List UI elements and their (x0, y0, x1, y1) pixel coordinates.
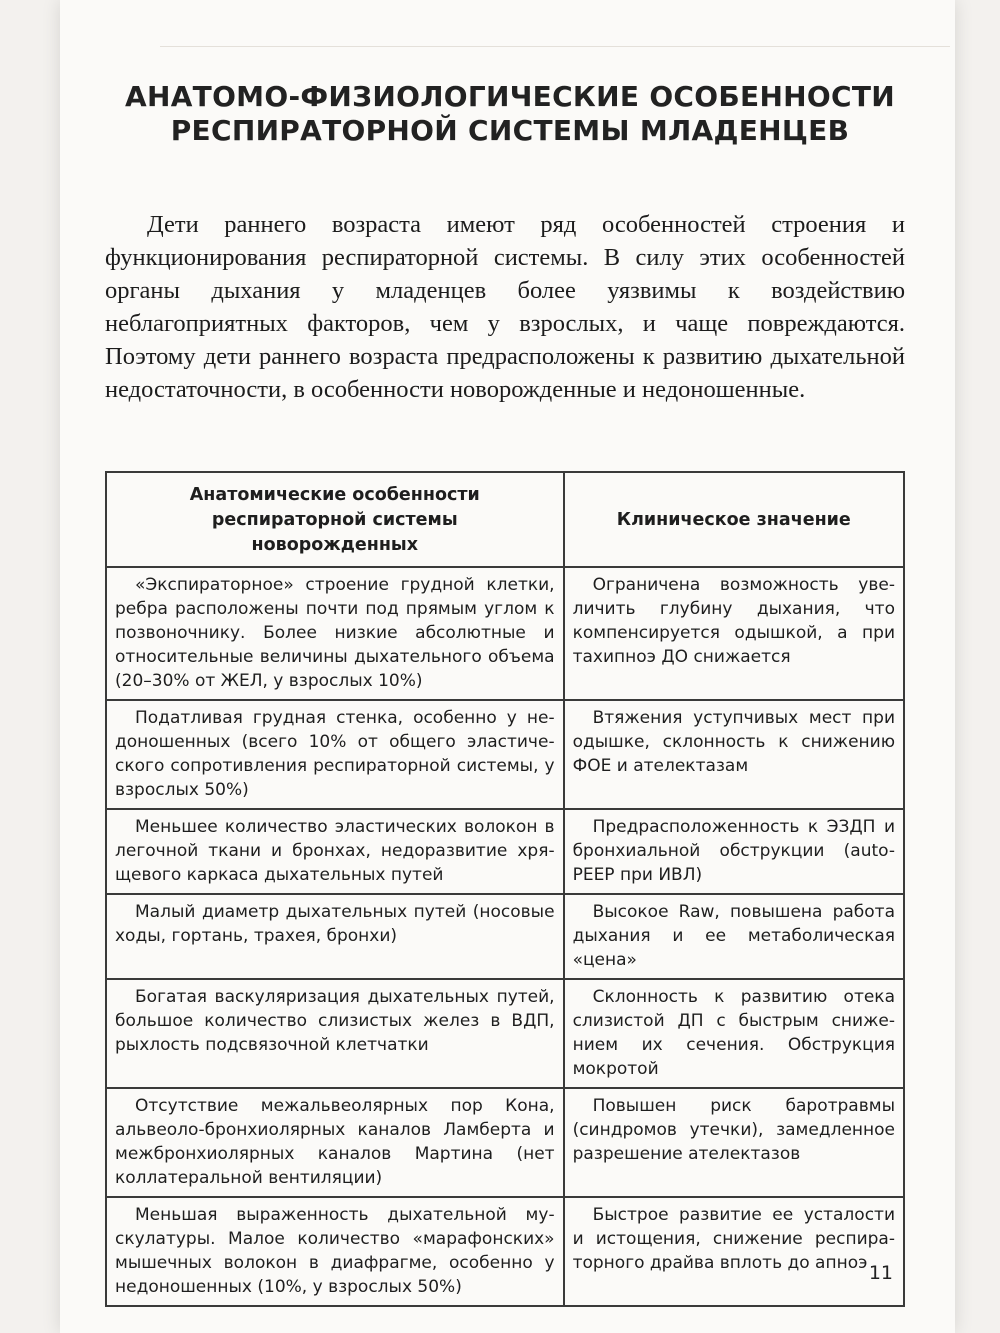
title-line-1: АНАТОМО-ФИЗИОЛОГИЧЕСКИЕ ОСОБЕННОСТИ (125, 80, 895, 113)
header-anatomy: Анатомические особенности респираторной системы новорожденных (106, 472, 564, 567)
anatomy-cell: «Экспираторное» строение грудной клетки, ребра расположены почти под прямым углом к позвоночнику. Более низкие абсолютные и относительные величины дыхательного объема (20–30% от ЖЕЛ, у взрослых 10%) (106, 567, 564, 700)
anatomy-cell: Меньшая выраженность дыхательной мускулатуры. Малое количество «марафонских» мышечных волокон в диафрагме, особенно у недоношенных (10%, у взрослых 50%) (106, 1197, 564, 1306)
table-row (106, 1197, 904, 1306)
clinical-cell: Быстрое развитие ее усталости и истощения, снижение респираторного драйва вплоть до апноэ (564, 1197, 904, 1306)
page-number: 11 (868, 1262, 893, 1284)
anatomy-cell: Богатая васкуляризация дыхательных путей, большое количество слизистых желез в ВДП, рыхлость подсвязочной клетчатки (106, 979, 564, 1088)
intro-paragraph: Дети раннего возраста имеют ряд особенностей строения и функционирования респираторной системы. В силу этих особенностей органы дыхания у младенцев более уязвимы к воздействию неблагоприятных факторов, чем у взрослых, и чаще повреждаются. Поэтому дети раннего возраста предрасположены к развитию дыхательной недостаточности, в особенности новорожденные и недоношенные. (105, 211, 905, 403)
clinical-cell: Повышен риск баротравмы (синдромов утечки), замедленное разрешение ателектазов (564, 1088, 904, 1197)
clinical-cell: Склонность к развитию отека слизистой ДП с быстрым снижением их сечения. Обструкция мокротой (564, 979, 904, 1088)
clinical-cell: Ограничена возможность увеличить глубину дыхания, что компенсируется одышкой, а при тахипноэ ДО снижается (564, 567, 904, 700)
table-row (106, 809, 904, 894)
anatomy-cell: Отсутствие межальвеолярных пор Кона, альвеоло-бронхиолярных каналов Ламберта и межбронхиолярных каналов Мартина (нет коллатеральной вентиляции) (106, 1088, 564, 1197)
anatomy-cell: Малый диаметр дыхательных путей (носовые ходы, гортань, трахея, бронхи) (106, 894, 564, 979)
anatomy-cell: Меньшее количество эластических волокон в легочной ткани и бронхах, недоразвитие хрящевого каркаса дыхательных путей (106, 809, 564, 894)
show-through-line (160, 46, 950, 47)
title-line-2: РЕСПИРАТОРНОЙ СИСТЕМЫ МЛАДЕНЦЕВ (170, 114, 850, 147)
clinical-cell: Втяжения уступчивых мест при одышке, склонность к снижению ФОЕ и ателектазам (564, 700, 904, 809)
table-header-row (106, 472, 904, 567)
page-title (120, 80, 900, 148)
table-row (106, 700, 904, 809)
table-row (106, 1088, 904, 1197)
anatomy-cell: Податливая грудная стенка, особенно у недоношенных (всего 10% от общего эластического сопротивления респираторной системы, у взрослых 50%) (106, 700, 564, 809)
table-row (106, 894, 904, 979)
book-page (60, 0, 955, 1333)
anatomy-table (105, 471, 905, 1307)
clinical-cell: Предрасположенность к ЭЗДП и бронхиальной обструкции (auto-PEEP при ИВЛ) (564, 809, 904, 894)
table-row (106, 979, 904, 1088)
clinical-cell: Высокое Raw, повышена работа дыхания и ее метаболическая «цена» (564, 894, 904, 979)
header-clinical: Клиническое значение (564, 472, 904, 567)
table-row (106, 567, 904, 700)
